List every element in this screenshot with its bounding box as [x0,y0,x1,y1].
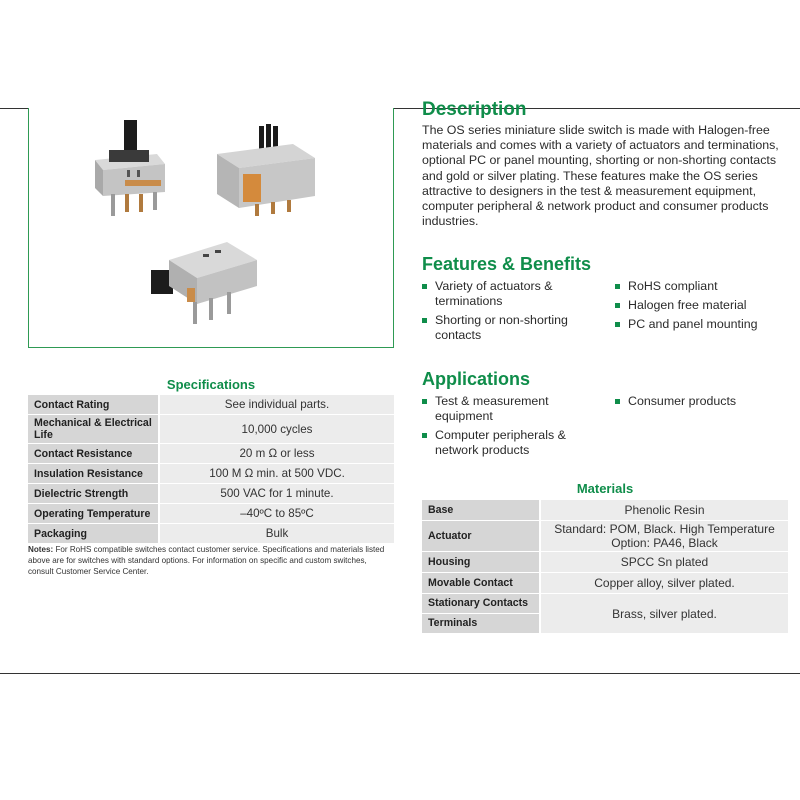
applications-list-right [615,394,790,413]
bullet-square-icon [422,399,427,404]
table-row [422,521,788,552]
feature-item: Shorting or non-shorting contacts [422,313,597,343]
notes [28,544,394,577]
feature-item: PC and panel mounting [615,317,790,332]
applications-list-left [422,394,597,462]
features-title: Features & Benefits [422,254,592,274]
bullet-square-icon [422,284,427,289]
spec-value: See individual parts. [159,395,394,415]
spec-label: Operating Temperature [28,504,159,524]
slide-switch-2-image [217,124,315,216]
table-row [422,573,788,594]
bullet-square-icon [615,284,620,289]
slide-switch-1-image [95,120,165,216]
bullet-square-icon [422,318,427,323]
table-row [422,552,788,573]
material-label: Housing [422,552,540,573]
spec-value: 10,000 cycles [159,415,394,444]
table-row [28,484,394,504]
description-body: The OS series miniature slide switch is made with Halogen-free materials and comes with a variety of actuators and terminations, optional PC or panel mounting, shorting or non-shorting contacts and gold or silver plating. These features make the OS series attractive to designers in the test & measurement equipment, computer peripheral & network product and consumer products industries. [422,123,779,229]
material-value: SPCC Sn plated [540,552,788,573]
spec-value: Bulk [159,524,394,544]
bullet-square-icon [615,303,620,308]
material-label: Base [422,500,540,521]
materials-title: Materials [576,481,634,496]
material-label: Actuator [422,521,540,552]
table-row [28,444,394,464]
spec-value: 20 m Ω or less [159,444,394,464]
table-row [28,524,394,544]
product-image-box [28,108,394,348]
spec-label: Contact Rating [28,395,159,415]
material-value: Copper alloy, silver plated. [540,573,788,594]
spec-value: 100 M Ω min. at 500 VDC. [159,464,394,484]
material-value: Brass, silver plated. [540,594,788,634]
description-title: Description [422,99,527,118]
slide-switch-illustration [29,108,395,348]
table-row [28,464,394,484]
slide-switch-3-image [151,242,257,324]
application-item: Computer peripherals & network products [422,428,597,458]
features-list-right [615,279,790,336]
features-list-left [422,279,597,347]
table-row [28,395,394,415]
applications-title: Applications [422,369,531,389]
bullet-square-icon [615,322,620,327]
table-row [422,594,788,634]
bottom-rule [0,673,800,674]
material-label-pair [422,594,540,634]
table-row [28,415,394,444]
material-value: Phenolic Resin [540,500,788,521]
feature-item: Halogen free material [615,298,790,313]
spec-label: Dielectric Strength [28,484,159,504]
notes-text: For RoHS compatible switches contact customer service. Specifications and materials listed above are for switches with standard options. For information on specific and custom switches, consult Customer Service Center. [28,545,385,576]
spec-value: –40ºC to 85ºC [159,504,394,524]
table-row [422,500,788,521]
table-row [28,504,394,524]
specifications-title: Specifications [166,377,256,392]
material-label: Terminals [422,613,539,633]
specifications-table [28,395,394,544]
spec-value: 500 VAC for 1 minute. [159,484,394,504]
material-label: Stationary Contacts [428,597,529,609]
feature-item: RoHS compliant [615,279,790,294]
bullet-square-icon [615,399,620,404]
spec-label: Contact Resistance [28,444,159,464]
spec-label: Packaging [28,524,159,544]
application-item: Test & measurement equipment [422,394,597,424]
material-value: Standard: POM, Black. High Temperature Option: PA46, Black [540,521,788,552]
notes-label: Notes: [28,545,54,554]
spec-label: Insulation Resistance [28,464,159,484]
bullet-square-icon [422,433,427,438]
application-item: Consumer products [615,394,790,409]
materials-table [422,500,788,634]
material-label: Movable Contact [422,573,540,594]
spec-label: Mechanical & Electrical Life [28,415,159,444]
feature-item: Variety of actuators & terminations [422,279,597,309]
